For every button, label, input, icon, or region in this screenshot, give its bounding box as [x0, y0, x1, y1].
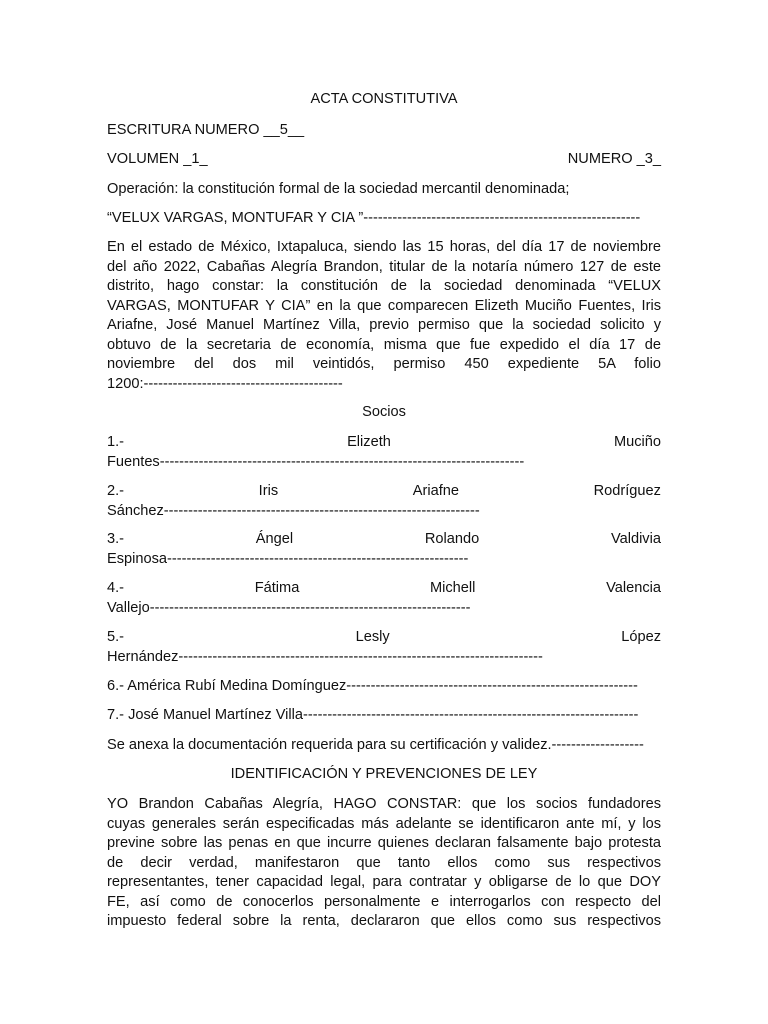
socio-word: Michell [429, 580, 476, 596]
socio-continuation: Hernández--------------------------------------------------------------------------- [107, 648, 543, 665]
closing-line: cuyas generales serán especificadas más adelante se identificaron ante mí, y los [107, 815, 661, 832]
document-title: ACTA CONSTITUTIVA [310, 91, 458, 107]
socio-word: Ariafne [412, 483, 459, 499]
socio-continuation: Fuentes--------------------------------------------------------------------------- [107, 453, 525, 470]
socio-word: Elizeth [347, 434, 391, 450]
closing-line: representantes, tener capacidad legal, para contratar y obligarse de lo que DOY [107, 874, 661, 890]
intro-line: Ariafne, José Manuel Martínez Villa, previo permiso que la sociedad solicito y [107, 317, 661, 333]
socios-heading: Socios [362, 404, 406, 420]
intro-line: En el estado de México, Ixtapaluca, siendo las 15 horas, del día 17 de noviembre [107, 239, 661, 255]
socio-continuation: Espinosa-------------------------------------------------------------- [107, 550, 469, 567]
socio-word: Ángel [255, 531, 294, 547]
closing-line: YO Brandon Cabañas Alegría, HAGO CONSTAR: que los socios fundadores [107, 796, 661, 812]
volumen-numero-row [107, 150, 661, 170]
socio-entry [107, 482, 661, 502]
intro-line: del año 2022, Cabañas Alegría Brandon, titular de la notaría número 127 de este [107, 258, 661, 275]
socio-word: 3.- [107, 531, 125, 547]
closing-line: impuesto federal sobre la renta, declararon que ellos como sus respectivos [107, 913, 661, 929]
intro-last-line: 1200:----------------------------------------- [107, 375, 343, 392]
socio-word: 2.- [107, 483, 125, 499]
socio-word: Muciño [613, 434, 661, 450]
socio-word: Iris [258, 483, 279, 499]
intro-line: distrito, hago constar: la constitución de la sociedad denominada “VELUX [107, 278, 661, 294]
socio-word: Valencia [606, 580, 661, 596]
company-name-line: “VELUX VARGAS, MONTUFAR Y CIA ”--------------------------------------------------------- [107, 210, 641, 226]
socio-continuation: Vallejo------------------------------------------------------------------ [107, 599, 471, 616]
socio-word: Rodríguez [593, 483, 661, 499]
socio-entry [107, 530, 661, 550]
section-heading: IDENTIFICACIÓN Y PREVENCIONES DE LEY [230, 766, 538, 782]
intro-line: noviembre del dos mil veintidós, permiso 450 expediente 5A folio [107, 356, 661, 372]
socio-entry [107, 433, 661, 453]
anexo-line: Se anexa la documentación requerida para su certificación y validez.------------------- [107, 737, 644, 753]
closing-line: FE, así como de conocerlos personalmente e interrogarlos con respecto del [107, 893, 661, 910]
socio-word: López [621, 629, 661, 645]
escritura-number: ESCRITURA NUMERO __5__ [107, 122, 305, 138]
socio-word: 4.- [107, 580, 125, 596]
socio-continuation: Sánchez----------------------------------------------------------------- [107, 502, 480, 519]
intro-line: obtuvo de la secretaria de economía, misma que fue expedido el día 17 de [107, 336, 661, 353]
operacion-line: Operación: la constitución formal de la sociedad mercantil denominada; [107, 181, 570, 197]
socio-entry-7: 7.- José Manuel Martínez Villa--------------------------------------------------------------------- [107, 707, 639, 723]
socio-word: Valdivia [610, 531, 661, 547]
closing-line: de decir verdad, manifestaron que tanto ellos como sus respectivos [107, 854, 661, 871]
intro-line: VARGAS, MONTUFAR Y CIA” en la que comparecen Elizeth Muciño Fuentes, Iris [107, 297, 661, 314]
socio-word: Rolando [424, 531, 480, 547]
socio-entry [107, 579, 661, 599]
socio-word: 5.- [107, 629, 125, 645]
numero: NUMERO _3_ [567, 151, 661, 167]
socio-word: Fátima [254, 580, 300, 596]
volumen: VOLUMEN _1_ [107, 151, 208, 167]
socio-entry [107, 628, 661, 648]
socio-word: 1.- [107, 434, 125, 450]
socio-word: Lesly [355, 629, 390, 645]
closing-line: previne sobre las penas en que incurre quienes declaran falsamente bajo protesta [107, 835, 661, 851]
socio-entry-6: 6.- América Rubí Medina Domínguez------------------------------------------------------------ [107, 678, 638, 694]
